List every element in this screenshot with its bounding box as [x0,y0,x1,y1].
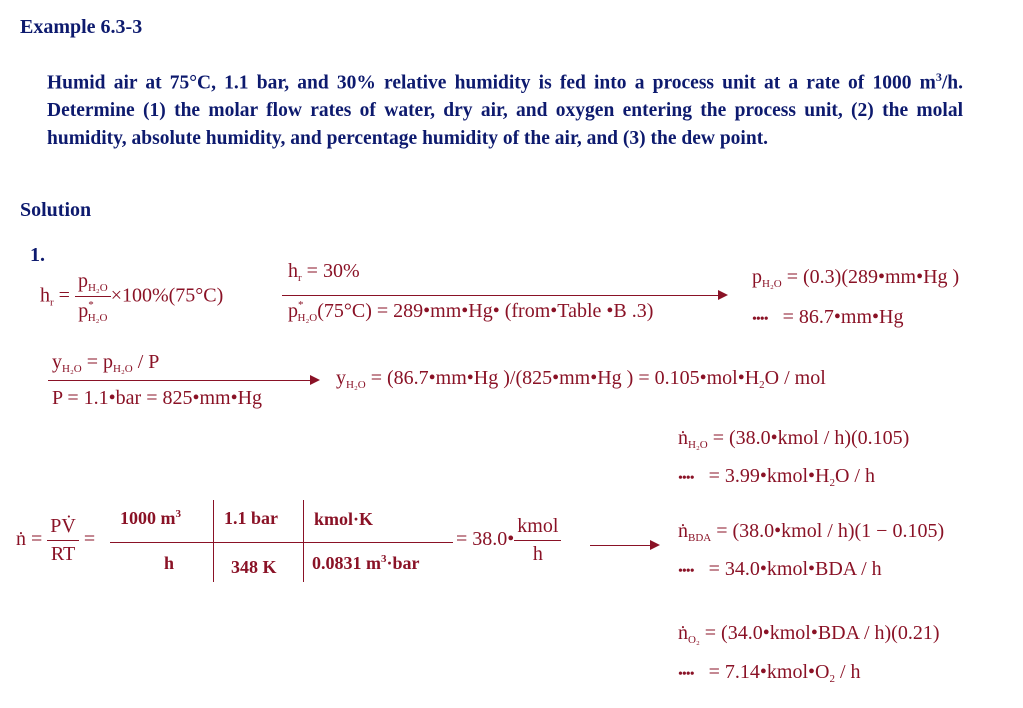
equals-sign: = [31,528,43,551]
arrow1-line [282,295,718,296]
arrow3-head [650,540,660,550]
arrow1-bottom-label: $p^*_{H_2O}(75^\circ C)$ = 289•mm•Hg• (from•Table •B .3) [288,299,654,324]
arrow1-top-label: $h_r = 30\%$ [288,260,360,284]
problem-statement [47,64,963,152]
pressure-ratio [75,270,111,324]
unit-table-rule [110,542,453,543]
partial-pressure-result: •••• = 86.7•mm•Hg [752,306,904,328]
oxygen-flow-result: •••• = $7.14•kmol•O_2$ / h [678,661,861,685]
pressure-value: 1.1 bar [224,508,278,528]
ratio-denominator-sub: H₂O [87,312,108,324]
ratio-denominator: p [78,300,89,322]
molar-flow-result: = 38.0• $\frac{\text{kmol}}{h}$ [456,515,561,566]
problem-text-b: /h. Determine (1) the molar flow rates of water, dry air, and oxygen entering the process unit, (2) the molal humidity, absolute humidity, and percentage humidity of the air, and (3) the dew point. [47,72,963,149]
equals-sign-2: = [83,528,96,551]
example-title: Example 6.3-3 [20,16,143,38]
mole-fraction-definition: $y_{H_2O} = p_{H_2O} / P$ [52,351,160,375]
water-flow-calc: ṅ$_{H_2O}$ = (38.0•kmol / h)(0.105) [678,427,910,451]
problem-superscript: 3 [935,70,942,84]
unit-table-divider-2 [303,500,304,582]
pv-over-rt: $\frac{PV̇}{RT}$ [47,515,79,566]
volume-flow-unit: h [164,553,175,573]
water-flow-result: •••• = $3.99•kmol•H_2O$ / h [678,465,875,489]
hr-symbol: h [40,284,50,307]
total-pressure: P = 1.1•bar = 825•mm•Hg [52,387,263,409]
hr-tail: ×100%(75°C) [110,284,224,307]
ratio-numerator-sub: H₂O [87,282,108,294]
hr-subscript: r [50,296,54,309]
arrow2-head [310,375,320,385]
arrow2-line [48,380,310,381]
gas-constant-value: 0.0831 $m^3\cdot bar$ [312,553,420,573]
arrow1-head [718,290,728,300]
volume-flow-value: 1000 $m^3$ [120,508,181,528]
equals-sign: = [58,284,70,307]
oxygen-flow-calc: ṅ$_{O_2}$ = (34.0•kmol•BDA / h)(0.21) [678,622,940,646]
ratio-denominator-star: * [88,299,94,311]
mole-fraction-result: $y_{H_2O}$ = (86.7•mm•Hg )/(825•mm•Hg ) = $0.105•mol•H_2O$ / mol [336,367,826,391]
dry-air-flow-calc: ṅ$_{BDA}$ = (38.0•kmol / h)(1 − 0.105) [678,520,945,544]
temperature-value: 348 K [231,557,277,577]
molar-flow-symbol: ṅ [16,528,26,551]
arrow3-line [590,545,650,546]
relative-humidity-equation [40,270,223,324]
problem-text-a: Humid air at 75°C, 1.1 bar, and 30% relative humidity is fed into a process unit at a rate of 1000 m [47,72,936,94]
gas-constant-units: kmol·K [314,509,374,529]
solution-heading: Solution [20,199,92,221]
partial-pressure-calc: $p_{H_2O}$ = (0.3)(289•mm•Hg ) [752,266,960,290]
ideal-gas-lhs [16,515,95,566]
unit-table-divider-1 [213,500,214,582]
dry-air-flow-result: •••• = 34.0•kmol•BDA / h [678,558,882,580]
part-label: 1. [30,244,45,266]
ratio-numerator: p [77,270,88,292]
